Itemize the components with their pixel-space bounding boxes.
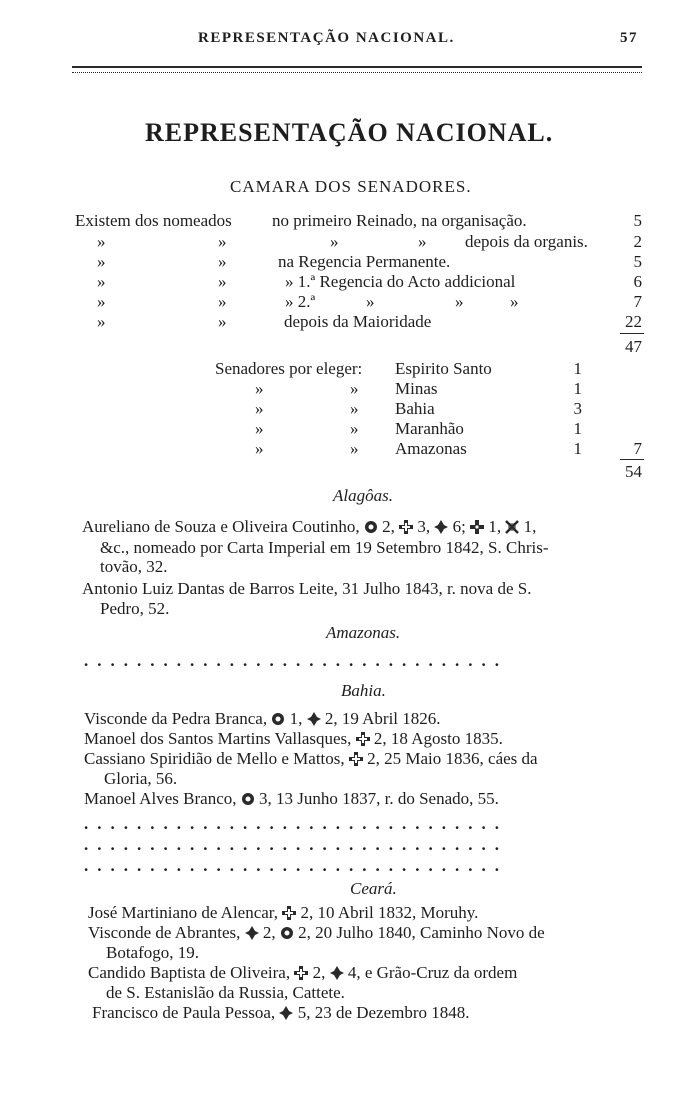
- ditto-mark: »: [366, 292, 375, 311]
- maltese-cross-icon: [470, 520, 484, 534]
- row-count: 22: [625, 312, 642, 331]
- ditto-mark: »: [255, 379, 264, 398]
- christ-cross-icon: [294, 966, 308, 980]
- province-count: 1: [573, 419, 582, 438]
- ditto-mark: »: [255, 399, 264, 418]
- christ-cross-icon: [399, 520, 413, 534]
- vacancy-dots: ................................: [84, 651, 508, 670]
- ditto-mark: »: [97, 292, 106, 311]
- ditto-mark: »: [218, 272, 227, 291]
- province-heading: Ceará.: [350, 879, 397, 898]
- senator-name: Visconde de Abrantes,: [88, 923, 241, 942]
- honor-value: 1,: [488, 517, 502, 536]
- senator-entry-cont: &c., nomeado por Carta Imperial em 19 Setembro 1842, S. Chris-: [100, 538, 549, 557]
- vacancy-dots: ................................: [84, 814, 508, 833]
- ditto-mark: »: [97, 312, 106, 331]
- southern-cross-icon: [307, 712, 321, 726]
- province-heading: Bahia.: [341, 681, 386, 700]
- honor-value: 2, 20 Julho 1840, Caminho Novo de: [298, 923, 545, 942]
- row-desc: na Regencia Permanente.: [278, 252, 451, 271]
- row-count: 6: [633, 272, 642, 291]
- ditto-mark: »: [510, 292, 519, 311]
- row-label: Existem dos nomeados: [75, 211, 232, 230]
- honor-value: 1,: [523, 517, 537, 536]
- header-rule: [72, 66, 642, 73]
- senator-entry: [88, 964, 517, 981]
- senator-entry: [82, 518, 536, 535]
- page-number: 57: [620, 30, 638, 46]
- senator-name: Visconde da Pedra Branca,: [84, 709, 268, 728]
- row-count: 7: [633, 292, 642, 311]
- ditto-mark: »: [350, 419, 359, 438]
- ditto-mark: »: [97, 232, 106, 251]
- christ-cross-icon: [356, 732, 370, 746]
- senator-entry: [88, 904, 478, 921]
- honor-value: 6;: [452, 517, 466, 536]
- sum-rule: [620, 333, 644, 334]
- honor-value: 5, 23 de Dezembro 1848.: [297, 1003, 470, 1022]
- senator-name: José Martiniano de Alencar,: [88, 903, 279, 922]
- ditto-mark: »: [350, 379, 359, 398]
- ditto-mark: »: [218, 232, 227, 251]
- christ-cross-icon: [349, 752, 363, 766]
- honor-value: 2,: [382, 517, 395, 536]
- province-name: Espirito Santo: [395, 359, 492, 378]
- row-desc: » 2.ª: [285, 292, 316, 311]
- senator-entry-cont: de S. Estanislão da Russia, Cattete.: [106, 983, 345, 1002]
- province-name: Maranhão: [395, 419, 464, 438]
- senator-entry: [84, 730, 503, 747]
- rose-order-icon: [241, 792, 255, 806]
- ditto-mark: »: [350, 399, 359, 418]
- province-count: 3: [573, 399, 582, 418]
- row-count: 2: [633, 232, 642, 251]
- christ-cross-icon: [282, 906, 296, 920]
- province-count: 1: [573, 379, 582, 398]
- senator-entry-cont: Pedro, 52.: [100, 599, 170, 618]
- senator-name: Manoel dos Santos Martins Vallasques,: [84, 729, 352, 748]
- senator-entry: [84, 710, 441, 727]
- rose-order-icon: [271, 712, 285, 726]
- to-elect-label: Senadores por eleger:: [215, 359, 363, 378]
- honor-value: 2, 25 Maio 1836, cáes da: [367, 749, 538, 768]
- province-count: 1: [573, 359, 582, 378]
- row-desc: depois da organis.: [465, 232, 588, 251]
- honor-value: 1,: [289, 709, 303, 728]
- sword-cross-icon: [505, 520, 519, 534]
- province-count: 1: [573, 439, 582, 458]
- senator-entry: [84, 790, 499, 807]
- row-count: 5: [633, 211, 642, 230]
- ditto-mark: »: [218, 252, 227, 271]
- section-title: REPRESENTAÇÃO NACIONAL.: [145, 118, 554, 147]
- ditto-mark: »: [218, 292, 227, 311]
- vacancy-dots: ................................: [84, 856, 508, 875]
- province-heading: Amazonas.: [326, 623, 401, 642]
- honor-value: 2,: [262, 923, 276, 942]
- honor-value: 2,: [312, 963, 326, 982]
- senator-entry-cont: Gloria, 56.: [104, 769, 178, 788]
- province-name: Minas: [395, 379, 438, 398]
- nominations-total: 47: [625, 337, 642, 356]
- ditto-mark: »: [330, 232, 339, 251]
- ditto-mark: »: [350, 439, 359, 458]
- senator-entry-cont: tovão, 32.: [100, 557, 168, 576]
- senator-name: Manoel Alves Branco,: [84, 789, 237, 808]
- sum-rule: [620, 459, 644, 460]
- ditto-mark: »: [97, 252, 106, 271]
- ditto-mark: »: [255, 439, 264, 458]
- senator-name: Cassiano Spiridião de Mello e Mattos,: [84, 749, 345, 768]
- honor-value: 4, e Grão-Cruz da ordem: [347, 963, 518, 982]
- senator-entry: [84, 750, 538, 767]
- province-name: Amazonas: [395, 439, 467, 458]
- to-elect-subtotal: 7: [633, 439, 642, 458]
- senator-entry: [92, 1004, 470, 1021]
- row-desc: » 1.ª Regencia do Acto addicional: [285, 272, 516, 291]
- row-desc: no primeiro Reinado, na organisação.: [272, 211, 527, 230]
- rose-order-icon: [364, 520, 378, 534]
- ditto-mark: »: [418, 232, 427, 251]
- southern-cross-icon: [330, 966, 344, 980]
- southern-cross-icon: [245, 926, 259, 940]
- vacancy-dots: ................................: [84, 835, 508, 854]
- honor-value: 2, 10 Abril 1832, Moruhy.: [300, 903, 479, 922]
- province-name: Bahia: [395, 399, 435, 418]
- ditto-mark: »: [97, 272, 106, 291]
- ditto-mark: »: [255, 419, 264, 438]
- southern-cross-icon: [279, 1006, 293, 1020]
- province-heading: Alagôas.: [333, 486, 393, 505]
- running-title: REPRESENTAÇÃO NACIONAL.: [198, 30, 455, 46]
- senator-entry-cont: Botafogo, 19.: [106, 943, 200, 962]
- section-subtitle: CAMARA DOS SENADORES.: [230, 177, 472, 196]
- honor-value: 2, 19 Abril 1826.: [324, 709, 441, 728]
- honor-value: 3, 13 Junho 1837, r. do Senado, 55.: [259, 789, 499, 808]
- senator-name: Aureliano de Souza e Oliveira Coutinho,: [82, 517, 360, 536]
- honor-value: 2, 18 Agosto 1835.: [373, 729, 503, 748]
- ditto-mark: »: [218, 312, 227, 331]
- southern-cross-icon: [434, 520, 448, 534]
- row-count: 5: [633, 252, 642, 271]
- grand-total: 54: [625, 462, 642, 481]
- senator-entry: Antonio Luiz Dantas de Barros Leite, 31 Julho 1843, r. nova de S.: [82, 579, 532, 598]
- senator-name: Candido Baptista de Oliveira,: [88, 963, 291, 982]
- senator-entry: [88, 924, 545, 941]
- senator-name: Francisco de Paula Pessoa,: [92, 1003, 276, 1022]
- rose-order-icon: [280, 926, 294, 940]
- honor-value: 3,: [417, 517, 431, 536]
- row-desc: depois da Maioridade: [284, 312, 432, 331]
- ditto-mark: »: [455, 292, 464, 311]
